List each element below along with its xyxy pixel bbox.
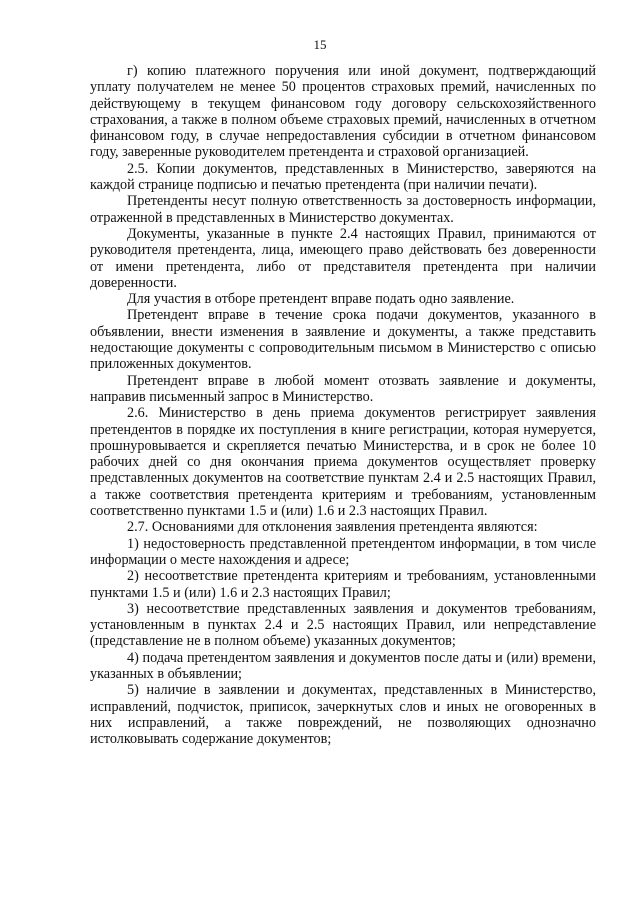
paragraph-2-5-copies: 2.5. Копии документов, представленных в Министерство, заверяются на каждой странице подписью и печатью претендента (при наличии печати). (90, 160, 596, 194)
list-item-4: 4) подача претендентом заявления и документов после даты и (или) времени, указанных в объявлении; (90, 649, 596, 682)
paragraph-g-payment-order: г) копию платежного поручения или иной документ, подтверждающий уплату получателем не менее 50 процентов страховых премий, начисленных по действующему в текущем финансовом году договору сельскохозяйственного страхования, а также в полном объеме страховых премий, начисленных в отчетном финансовом году, в случае непредоставления субсидии в отчетном финансовом году, заверенные руководителем претендента и страховой организацией. (90, 63, 596, 161)
paragraph-documents-accepted: Документы, указанные в пункте 2.4 настоящих Правил, принимаются от руководителя претендента, лица, имеющего право действовать без доверенности от имени претендента, либо от представителя претендента при наличии доверенности. (90, 225, 596, 291)
list-item-1: 1) недостоверность представленной претендентом информации, в том числе информации о месте нахождения и адресе; (90, 535, 596, 568)
list-item-2: 2) несоответствие претендента критериям и требованиям, установленными пунктами 1.5 и (или) 1.6 и 2.3 настоящих Правил; (90, 568, 596, 601)
list-item-5: 5) наличие в заявлении и документах, представленных в Министерство, исправлений, подчисток, приписок, зачеркнутых слов и иных не оговоренных в них исправлений, а также повреждений, не позволяющих однозначно истолковывать содержание документов; (90, 682, 596, 748)
paragraph-2-6-registration: 2.6. Министерство в день приема документов регистрирует заявления претендентов в порядке их поступления в книге регистрации, которая нумеруется, прошнуровывается и скрепляется печатью Министерства, и в срок не более 10 рабочих дней со дня окончания приема документов осуществляет проверку представленных документов на соответствие пунктам 2.4 и 2.5 настоящих Правил, а также соответствия претендента критериям и требованиям, установленным соответственно пунктами 1.5 и (или) 1.6 и 2.3 настоящих Правил. (90, 405, 596, 520)
paragraph-changes: Претендент вправе в течение срока подачи документов, указанного в объявлении, внести изменения в заявление и документы, а также представить недостающие документы с сопроводительным письмом в Министерство с описью приложенных документов. (90, 307, 596, 373)
page-number: 15 (313, 37, 327, 52)
paragraph-withdraw: Претендент вправе в любой момент отозвать заявление и документы, направив письменный запрос в Министерство. (90, 372, 596, 405)
list-item-3: 3) несоответствие представленных заявления и документов требованиям, установленным в пунктах 2.4 и 2.5 настоящих Правил, или непредставление (представление не в полном объеме) указанных документов; (90, 600, 596, 650)
paragraph-responsibility: Претенденты несут полную ответственность за достоверность информации, отраженной в представленных в Министерство документах. (90, 193, 596, 226)
paragraph-2-7-grounds: 2.7. Основаниями для отклонения заявления претендента являются: (127, 519, 538, 536)
document-body (90, 63, 596, 747)
paragraph-one-application: Для участия в отборе претендент вправе подать одно заявление. (127, 291, 515, 308)
